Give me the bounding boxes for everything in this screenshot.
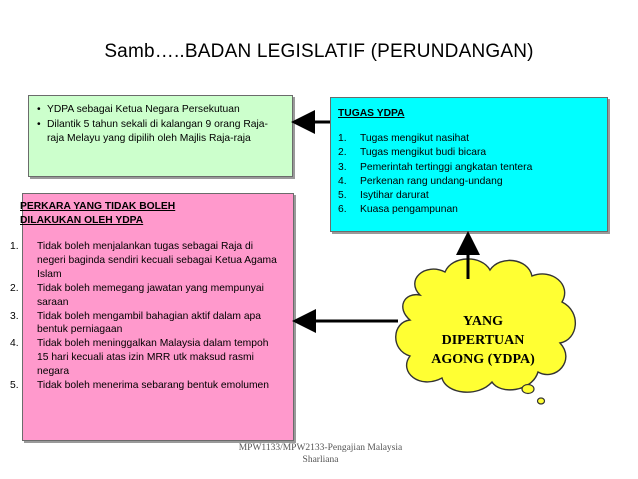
item-number: 4.: [338, 175, 347, 187]
tugas-heading: TUGAS YDPA: [338, 108, 405, 119]
item-text: Tidak boleh meninggalkan Malaysia dalam tempoh 15 hari kecuali atas izin MRR utk maksud rasmi negara: [37, 338, 269, 378]
item-number: 5.: [10, 380, 19, 392]
cloud-label-line1: YANG: [463, 314, 503, 329]
list-item: • Dilantik 5 tahun sekali di kalangan 9 orang Raja-raja Melayu yang dipilih oleh Majlis Raja-raja: [37, 118, 284, 146]
footer-course: MPW1133/MPW2133-Pengajian Malaysia: [238, 443, 403, 453]
item-number: 1.: [338, 133, 347, 145]
slide-title: Samb…..BADAN LEGISLATIF (PERUNDANGAN): [104, 41, 534, 62]
cloud-label-line3: AGONG (YDPA): [431, 352, 535, 367]
item-text: Tidak boleh memegang jawatan yang mempunyai saraan: [37, 282, 264, 308]
item-number: 3.: [338, 161, 347, 173]
item-text: Kuasa pengampunan: [360, 204, 458, 216]
item-number: 2.: [10, 282, 19, 294]
larangan-heading-line1: PERKARA YANG TIDAK BOLEH: [20, 201, 176, 212]
item-text: Tugas mengikut budi bicara: [360, 147, 487, 159]
footer-author: Sharliana: [302, 455, 339, 465]
cloud-label-line2: DIPERTUAN: [441, 333, 525, 348]
list-item: • YDPA sebagai Ketua Negara Persekutuan: [37, 103, 284, 117]
item-text: Isytihar darurat: [360, 190, 429, 202]
item-number: 1.: [10, 241, 19, 252]
item-text: Tidak boleh menjalankan tugas sebagai Raja di negeri baginda sendiri kecuali sebagai Ketua Agama Islam: [37, 241, 277, 280]
larangan-heading-line2: DILAKUKAN OLEH YDPA: [20, 214, 144, 226]
item-number: 5.: [338, 190, 347, 202]
item-text: Tidak boleh menerima sebarang bentuk emolumen: [37, 380, 270, 392]
item-text: Tugas mengikut nasihat: [360, 133, 469, 145]
slide-footer: [213, 442, 428, 466]
item-number: 2.: [338, 147, 347, 159]
ydpa-cloud-label: [408, 312, 558, 369]
item-number: 6.: [338, 204, 347, 216]
item-text: Pemerintah tertinggi angkatan tentera: [360, 161, 533, 173]
item-number: 4.: [10, 338, 19, 350]
item-number: 3.: [10, 310, 19, 322]
item-text: Tidak boleh mengambil bahagian aktif dalam apa bentuk perniagaan: [37, 310, 262, 336]
item-text: Perkenan rang undang-undang: [360, 175, 503, 187]
